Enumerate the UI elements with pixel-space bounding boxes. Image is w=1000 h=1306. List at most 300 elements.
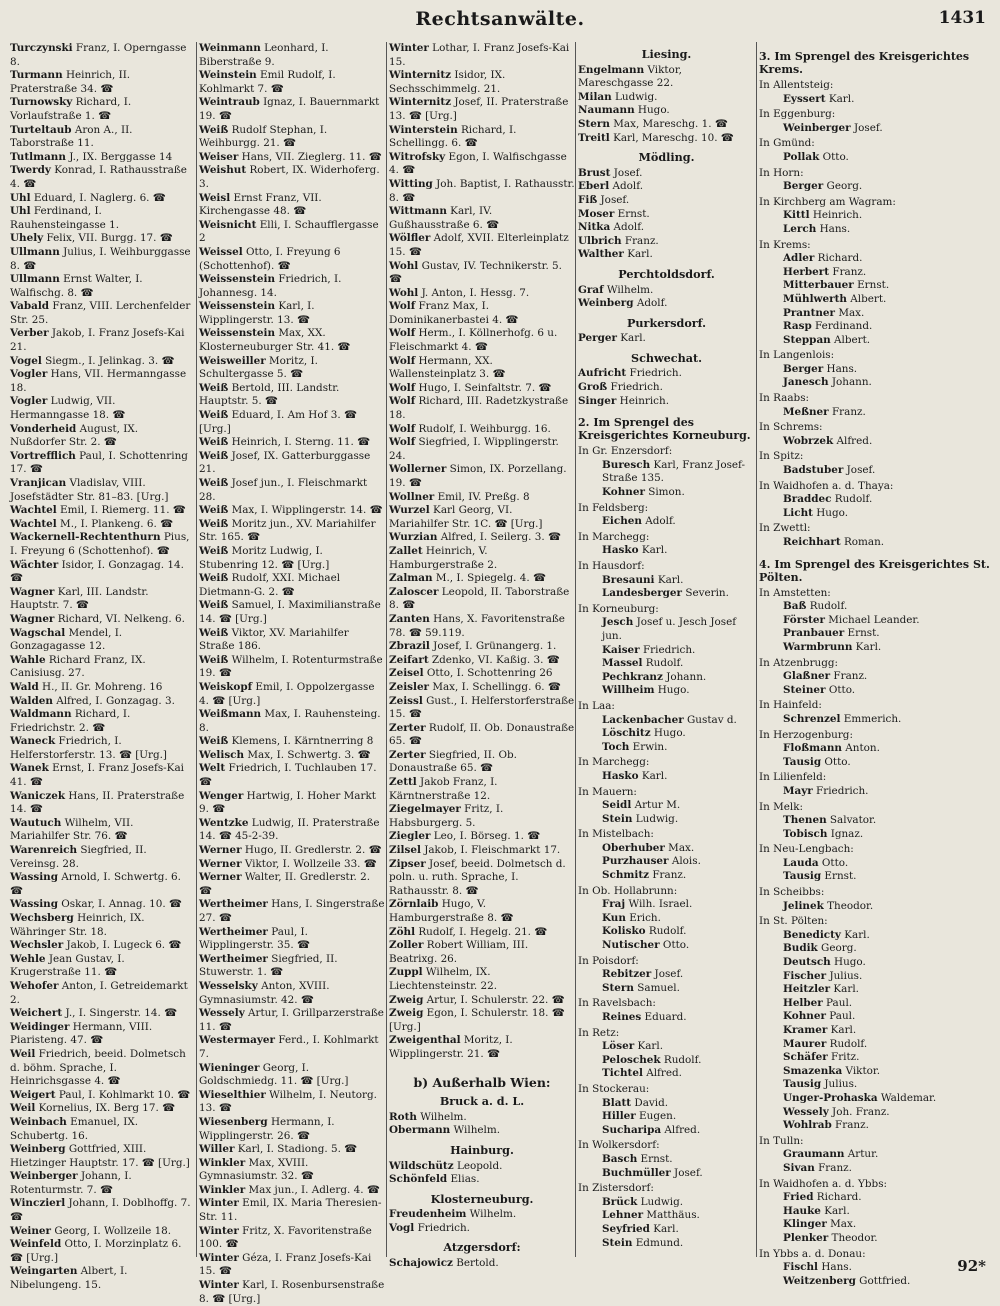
lawyer-name: Rasp: [783, 320, 812, 333]
lawyer-entry: [578, 167, 755, 181]
lawyer-entry: [578, 1097, 755, 1111]
lawyer-details: Rudolf, XXI. Michael Dietmann-G. 2. ☎: [199, 572, 341, 598]
lawyer-entry: [759, 1065, 993, 1079]
lawyer-details: Artur M.: [631, 799, 681, 812]
lawyer-entry: [10, 504, 196, 518]
lawyer-details: Alfred, I. Seilerg. 3. ☎: [437, 531, 561, 544]
lawyer-name: Deutsch: [783, 956, 831, 969]
lawyer-name: Moser: [578, 207, 615, 220]
lawyer-name: Wagschal: [10, 626, 66, 639]
lawyer-name: Wolf: [389, 436, 416, 449]
lawyer-details: Heinrich, II. Praterstraße 34. ☎: [10, 69, 131, 95]
lawyer-entry: [759, 814, 993, 828]
lawyer-entry: [759, 151, 993, 165]
lawyer-entry: [578, 1054, 755, 1068]
lawyer-entry: [199, 164, 385, 191]
lawyer-name: Weiß: [199, 381, 229, 394]
lawyer-details: Franz.: [831, 1119, 869, 1132]
place-label: In Mistelbach:: [578, 828, 654, 841]
lawyer-entry: [759, 293, 993, 307]
lawyer-entry: [199, 355, 385, 382]
lawyer-entry: [199, 735, 385, 749]
lawyer-name: Schmitz: [602, 869, 650, 882]
lawyer-entry: [199, 1252, 385, 1279]
place-label: In Atzenbrugg:: [759, 656, 839, 669]
lawyer-entry: [389, 355, 575, 382]
lawyer-name: Glaßner: [783, 670, 831, 683]
lawyer-details: Hartwig, I. Hoher Markt 9. ☎: [199, 789, 376, 816]
lawyer-entry: [578, 381, 755, 395]
lawyer-details: Hermann, I. Wipplingerstr. 26. ☎: [199, 1115, 335, 1142]
lawyer-entry: [199, 1116, 385, 1143]
lawyer-entry: [10, 151, 196, 165]
lawyer-details: Leopold, II. Taborstraße 8. ☎: [389, 585, 570, 612]
lawyer-name: Förster: [783, 613, 825, 626]
lawyer-details: Hugo.: [830, 956, 866, 969]
lawyer-entry: [199, 124, 385, 151]
lawyer-details: Karl.: [654, 573, 684, 586]
lawyer-details: Hugo.: [654, 684, 690, 697]
lawyer-name: Mitterbauer: [783, 279, 854, 292]
lawyer-details: Ignaz.: [827, 827, 864, 840]
lawyer-entry: [389, 613, 575, 640]
lawyer-name: Turmann: [10, 69, 63, 82]
lawyer-entry: [389, 42, 575, 69]
lawyer-name: Löschitz: [602, 727, 651, 740]
lawyer-details: Friedrich.: [607, 381, 663, 394]
lawyer-name: Zweigenthal: [389, 1034, 461, 1047]
lawyer-name: Freudenheim: [389, 1208, 467, 1221]
lawyer-name: Berger: [783, 180, 824, 193]
lawyer-name: Weiß: [199, 436, 229, 449]
lawyer-entry: [578, 515, 755, 529]
lawyer-entry: [10, 953, 196, 980]
lawyer-details: Alfred.: [661, 1123, 701, 1136]
lawyer-name: Zoller: [389, 939, 424, 952]
lawyer-entry: [10, 1021, 196, 1048]
lawyer-details: Franz.: [649, 869, 687, 882]
place-label: In Schrems:: [759, 421, 823, 434]
lawyer-name: Warmbrunn: [783, 640, 853, 653]
lawyer-entry: [10, 912, 196, 939]
lawyer-details: Richard Franz, IX. Canisiusg. 27.: [10, 653, 146, 680]
lawyer-details: Alois.: [668, 855, 701, 868]
lawyer-entry: [578, 982, 755, 996]
lawyer-name: Walther: [578, 248, 624, 261]
lawyer-entry: [199, 1279, 385, 1306]
lawyer-entry: [10, 1089, 196, 1103]
lawyer-entry: [389, 69, 575, 96]
lawyer-details: Josef u. Jesch Josef jun.: [602, 616, 737, 642]
lawyer-details: Georg.: [823, 180, 863, 193]
lawyer-entry: [199, 858, 385, 872]
lawyer-entry: [759, 1038, 993, 1052]
lawyer-name: Milan: [578, 90, 612, 103]
lawyer-details: Hugo.: [634, 104, 670, 117]
lawyer-name: Peloschek: [602, 1053, 661, 1066]
lawyer-name: Wessely: [783, 1105, 829, 1118]
lawyer-entry: [759, 900, 993, 914]
lawyer-name: Massel: [602, 657, 643, 670]
lawyer-entry: [10, 96, 196, 123]
lawyer-name: Sivan: [783, 1161, 815, 1174]
lawyer-details: Jakob Franz, I. Kärntnerstraße 12.: [389, 776, 498, 802]
lawyer-name: Tichtel: [602, 1067, 643, 1080]
lawyer-entry: [10, 273, 196, 300]
lawyer-entry: [199, 654, 385, 681]
lawyer-name: Basch: [602, 1152, 638, 1165]
lawyer-details: Hans.: [823, 362, 858, 375]
lawyer-entry: [578, 684, 755, 698]
lawyer-name: Weissenstein: [199, 300, 276, 313]
lawyer-details: Josef.: [597, 193, 630, 206]
lawyer-name: Weissenstein: [199, 327, 276, 340]
lawyer-details: Fritz, I. Habsburgerg. 5.: [389, 803, 504, 829]
lawyer-name: Welisch: [199, 748, 245, 761]
lawyer-details: Erwin.: [629, 740, 668, 753]
lawyer-entry: [10, 300, 196, 327]
lawyer-details: Wilhelm, I. Rotenturmstraße 19. ☎: [199, 653, 383, 680]
lawyer-details: Wilhelm.: [466, 1208, 517, 1221]
lawyer-entry: [389, 1124, 575, 1138]
lawyer-details: Ernst.: [637, 1152, 673, 1165]
lawyer-details: Karl.: [820, 1204, 850, 1217]
lawyer-entry: [578, 727, 755, 741]
lawyer-details: Rudolf Stephan, I. Weihburgg. 21. ☎: [199, 123, 328, 150]
lawyer-name: Weichert: [10, 1007, 63, 1020]
lawyer-details: Friedrich, I. Johannesg. 14.: [199, 273, 342, 299]
lawyer-name: Wesselsky: [199, 979, 258, 992]
lawyer-entry: [389, 994, 575, 1008]
lawyer-entry: [578, 132, 755, 146]
lawyer-details: Wilhelm.: [450, 1124, 501, 1137]
lawyer-name: Werner: [199, 857, 242, 870]
lawyer-name: Weinmann: [199, 42, 261, 54]
place-label: In Mauern:: [578, 785, 637, 798]
lawyer-entry: [389, 491, 575, 505]
column-4: [578, 42, 755, 1257]
lawyer-name: Lehner: [602, 1209, 644, 1222]
lawyer-name: Schrenzel: [783, 712, 841, 725]
lawyer-details: Karl.: [638, 544, 668, 557]
page-title: Rechtsanwälte.: [415, 8, 585, 30]
lawyer-entry: [199, 300, 385, 327]
lawyer-entry: [578, 395, 755, 409]
lawyer-details: Aron A., II. Taborstraße 11.: [10, 123, 133, 150]
lawyer-details: Ludwig.: [637, 1195, 684, 1208]
town-heading: Purkersdorf.: [627, 315, 706, 330]
lawyer-entry: [389, 436, 575, 463]
lawyer-details: Edmund.: [632, 1236, 684, 1249]
lawyer-name: Wolf: [389, 381, 416, 394]
place-label: In Hausdorf:: [578, 560, 645, 572]
lawyer-name: Jelinek: [783, 899, 824, 912]
lawyer-name: Wertheimer: [199, 925, 268, 938]
lawyer-entry: [10, 681, 196, 695]
lawyer-details: Wilhelm, IX. Liechtensteinstr. 22.: [389, 966, 498, 992]
lawyer-details: Ernst.: [853, 279, 890, 292]
district-heading: 3. Im Sprengel des Kreisgerichtes Krems.: [759, 50, 970, 76]
lawyer-entry: [199, 1089, 385, 1116]
place-label: In Retz:: [578, 1026, 620, 1039]
lawyer-name: Weiskopf: [199, 680, 253, 693]
lawyer-details: Rudolf, I. Weihburgg. 16.: [415, 422, 551, 435]
lawyer-details: Elias.: [447, 1173, 480, 1186]
lawyer-name: Roth: [389, 1110, 417, 1123]
lawyer-name: Weißmann: [199, 708, 262, 721]
lawyer-name: Schajowicz: [389, 1257, 453, 1270]
lawyer-details: Max.: [835, 306, 865, 319]
lawyer-name: Vogler: [10, 395, 48, 408]
lawyer-details: Hugo.: [812, 506, 849, 519]
lawyer-name: Wertheimer: [199, 952, 268, 965]
lawyer-entry: [759, 929, 993, 943]
lawyer-entry: [389, 939, 575, 966]
lawyer-entry: [578, 486, 755, 500]
lawyer-entry: [578, 799, 755, 813]
lawyer-name: Plenker: [783, 1231, 829, 1244]
lawyer-entry: [389, 803, 575, 830]
lawyer-details: Hans, X. Favoritenstraße 78. ☎ 59.119.: [389, 612, 565, 639]
lawyer-entry: [759, 670, 993, 684]
lawyer-entry: [759, 983, 993, 997]
lawyer-details: Emil, I. Riemerg. 11. ☎: [56, 504, 186, 517]
lawyer-details: Klemens, I. Kärntnerring 8: [228, 735, 374, 748]
town-heading: Klosterneuburg.: [430, 1191, 534, 1206]
lawyer-entry: [759, 870, 993, 884]
lawyer-details: Jean Gustav, I. Krugerstraße 11. ☎: [10, 952, 125, 979]
lawyer-entry: [199, 1184, 385, 1198]
lawyer-name: Winkler: [199, 1156, 246, 1169]
lawyer-entry: [10, 790, 196, 817]
lawyer-entry: [199, 1197, 385, 1224]
lawyer-entry: [759, 600, 993, 614]
lawyer-entry: [389, 327, 575, 354]
lawyer-entry: [389, 96, 575, 123]
lawyer-name: Weiß: [199, 504, 229, 517]
lawyer-name: Weiß: [199, 544, 229, 557]
lawyer-details: Ernst.: [614, 207, 650, 220]
lawyer-name: Winternitz: [389, 69, 452, 82]
lawyer-name: Reines: [602, 1011, 642, 1023]
lawyer-name: Kohner: [602, 486, 645, 499]
lawyer-entry: [10, 355, 196, 369]
lawyer-entry: [389, 1034, 575, 1061]
lawyer-name: Werner: [199, 871, 242, 884]
lawyer-details: Hans.: [818, 1261, 852, 1274]
lawyer-details: Moritz, I. Schultergasse 5. ☎: [199, 354, 318, 381]
lawyer-entry: [389, 287, 575, 301]
lawyer-details: Ferd., I. Kohlmarkt 7.: [199, 1034, 379, 1060]
lawyer-details: Viktor.: [842, 1064, 881, 1077]
lawyer-name: Schönfeld: [389, 1173, 448, 1186]
lawyer-entry: [10, 69, 196, 96]
lawyer-details: Friedrich, I. Tuchlauben 17. ☎: [199, 762, 377, 789]
lawyer-name: Weiß: [199, 626, 229, 639]
lawyer-details: Max jun., I. Adlerg. 4. ☎: [245, 1183, 380, 1196]
lawyer-name: Weinberger: [783, 121, 851, 134]
lawyer-details: Fritz, X. Favoritenstraße 100. ☎: [199, 1224, 372, 1251]
place-label: In Krems:: [759, 238, 811, 251]
lawyer-entry: [578, 459, 755, 486]
lawyer-entry: [389, 1111, 575, 1125]
lawyer-name: Weinberger: [10, 1170, 78, 1183]
lawyer-name: Uhl: [10, 205, 31, 218]
lawyer-details: Josef, II. Praterstraße 13. ☎ [Urg.]: [389, 96, 569, 122]
lawyer-details: Hugo.: [650, 727, 686, 740]
lawyer-entry: [578, 587, 755, 601]
lawyer-entry: [199, 871, 385, 898]
lawyer-entry: [389, 545, 575, 572]
lawyer-details: Friedrich.: [626, 367, 682, 380]
lawyer-details: Richard, I. Vorlaufstraße 1. ☎: [10, 96, 132, 122]
lawyer-name: Wehle: [10, 952, 46, 965]
lawyer-details: Emmerich.: [840, 712, 902, 725]
lawyer-entry: [759, 223, 993, 237]
town-heading: Bruck a. d. L.: [439, 1094, 525, 1109]
lawyer-name: Meßner: [783, 405, 829, 418]
lawyer-name: Wiesenberg: [199, 1115, 268, 1128]
lawyer-name: Pechkranz: [602, 670, 663, 683]
lawyer-details: Max, I. Rauhensteing. 8.: [199, 708, 381, 734]
lawyer-entry: [759, 614, 993, 628]
lawyer-entry: [10, 762, 196, 789]
lawyer-name: Ullmann: [10, 273, 60, 286]
lawyer-name: Stein: [602, 1236, 633, 1249]
lawyer-details: Alfred.: [833, 434, 873, 447]
lawyer-name: Seyfried: [602, 1222, 650, 1235]
column-3: [389, 42, 575, 1270]
lawyer-name: Tausig: [783, 755, 822, 768]
lawyer-details: Hugo, II. Gredlerstr. 2. ☎: [241, 844, 382, 857]
lawyer-entry: [10, 205, 196, 232]
lawyer-entry: [759, 1148, 993, 1162]
lawyer-name: Weiß: [199, 735, 229, 748]
lawyer-name: Landesberger: [602, 587, 683, 600]
lawyer-entry: [389, 395, 575, 422]
lawyer-name: Zeissl: [389, 694, 423, 707]
lawyer-name: Bresauni: [602, 573, 655, 586]
lawyer-details: Adolf.: [610, 221, 645, 234]
lawyer-details: Heinrich, V. Hamburgerstraße 2.: [389, 544, 498, 571]
lawyer-details: Karl.: [830, 983, 859, 996]
lawyer-name: Vogl: [389, 1221, 415, 1234]
lawyer-entry: [578, 912, 755, 926]
lawyer-details: Karl.: [840, 928, 870, 941]
lawyer-name: Budik: [783, 942, 818, 955]
lawyer-details: Gustav d.: [683, 713, 737, 726]
lawyer-name: Weil: [10, 1047, 36, 1060]
lawyer-name: Wollerner: [389, 463, 447, 476]
lawyer-entry: [10, 518, 196, 532]
lawyer-details: Konrad, I. Rathausstraße 4. ☎: [10, 164, 187, 190]
lawyer-entry: [199, 409, 385, 436]
lawyer-entry: [10, 695, 196, 709]
lawyer-entry: [578, 1011, 755, 1025]
lawyer-name: Weisl: [199, 191, 231, 204]
lawyer-details: Josef, IX. Gatterburggasse 21.: [199, 449, 371, 476]
lawyer-name: Kun: [602, 911, 626, 924]
lawyer-name: Blatt: [602, 1096, 632, 1109]
lawyer-name: Lackenbacher: [602, 713, 684, 726]
lawyer-entry: [199, 382, 385, 409]
lawyer-entry: [389, 382, 575, 396]
lawyer-entry: [199, 1225, 385, 1252]
lawyer-entry: [389, 1208, 575, 1222]
lawyer-details: Emil, I. Oppolzergasse 4. ☎ [Urg.]: [199, 680, 375, 707]
lawyer-details: Elli, I. Schaufflergasse 2: [199, 218, 379, 245]
place-label: In Ravelsbach:: [578, 997, 656, 1010]
lawyer-name: Weiß: [199, 449, 229, 462]
lawyer-entry: [199, 1007, 385, 1034]
lawyer-details: Friedrich, I. Helferstorferstr. 13. ☎ [Urg.]: [10, 735, 167, 761]
lawyer-entry: [759, 320, 993, 334]
lawyer-entry: [389, 300, 575, 327]
lawyer-details: Samuel, I. Maximilianstraße 14. ☎ [Urg.]: [199, 599, 381, 625]
lawyer-details: Leonhard, I. Biberstraße 9.: [199, 42, 329, 68]
town-heading: Atzgersdorf:: [443, 1240, 521, 1255]
lawyer-name: Stern: [602, 981, 634, 994]
lawyer-details: Karl Georg, VI. Mariahilfer Str. 1C. ☎ [Urg.]: [389, 504, 543, 530]
lawyer-details: Otto, I. Schottenring 26: [423, 667, 553, 680]
lawyer-name: Fried: [783, 1191, 814, 1204]
lawyer-entry: [389, 695, 575, 722]
lawyer-name: Turteltaub: [10, 123, 72, 136]
lawyer-details: Wilh. Israel.: [625, 898, 693, 911]
lawyer-name: Wolf: [389, 354, 416, 367]
lawyer-name: Weingarten: [10, 1265, 78, 1278]
place-label: In Allentsteig:: [759, 79, 834, 91]
lawyer-name: Wobrzek: [783, 434, 834, 447]
lawyer-entry: [578, 248, 755, 262]
lawyer-details: Otto.: [819, 150, 849, 163]
lawyer-name: Thenen: [783, 814, 827, 827]
lawyer-details: Robert William, III. Beatrixg. 26.: [389, 939, 529, 965]
place-label: In Gr. Enzersdorf:: [578, 445, 673, 458]
lawyer-entry: [759, 536, 993, 550]
lawyer-entry: [199, 953, 385, 980]
lawyer-entry: [578, 1237, 755, 1251]
lawyer-entry: [389, 640, 575, 654]
lawyer-name: Weitzenberg: [783, 1274, 856, 1287]
lawyer-entry: [10, 1048, 196, 1089]
lawyer-details: Theodor.: [823, 899, 874, 912]
lawyer-details: Siegfried, II. Ob. Donaustraße 65. ☎: [389, 748, 517, 775]
lawyer-name: Unger-Prohaska: [783, 1091, 878, 1104]
lawyer-details: Max, XVIII. Gymnasiumstr. 32. ☎: [199, 1156, 314, 1183]
lawyer-entry: [759, 464, 993, 478]
lawyer-entry: [389, 1173, 575, 1187]
lawyer-name: Berger: [783, 362, 824, 375]
lawyer-name: Wolf: [389, 327, 416, 340]
lawyer-entry: [759, 641, 993, 655]
lawyer-name: Steppan: [783, 333, 831, 346]
lawyer-details: Theodor.: [828, 1231, 878, 1244]
lawyer-name: Uhely: [10, 232, 44, 245]
lawyer-name: Groß: [578, 381, 608, 394]
place-label: In Feldsberg:: [578, 501, 649, 514]
lawyer-details: Viktor, Mareschgasse 22.: [578, 63, 682, 90]
lawyer-details: Egon, I. Schulerstr. 18. ☎ [Urg.]: [389, 1007, 565, 1033]
lawyer-entry: [199, 627, 385, 654]
lawyer-name: Zipser: [389, 857, 426, 870]
lawyer-name: Rebitzer: [602, 968, 652, 981]
lawyer-name: Stern: [578, 117, 610, 130]
lawyer-entry: [578, 869, 755, 883]
lawyer-details: Georg, I. Wollzeile 18.: [51, 1224, 172, 1237]
lawyer-name: Wanek: [10, 762, 49, 775]
lawyer-details: Rudolf.: [645, 925, 687, 938]
